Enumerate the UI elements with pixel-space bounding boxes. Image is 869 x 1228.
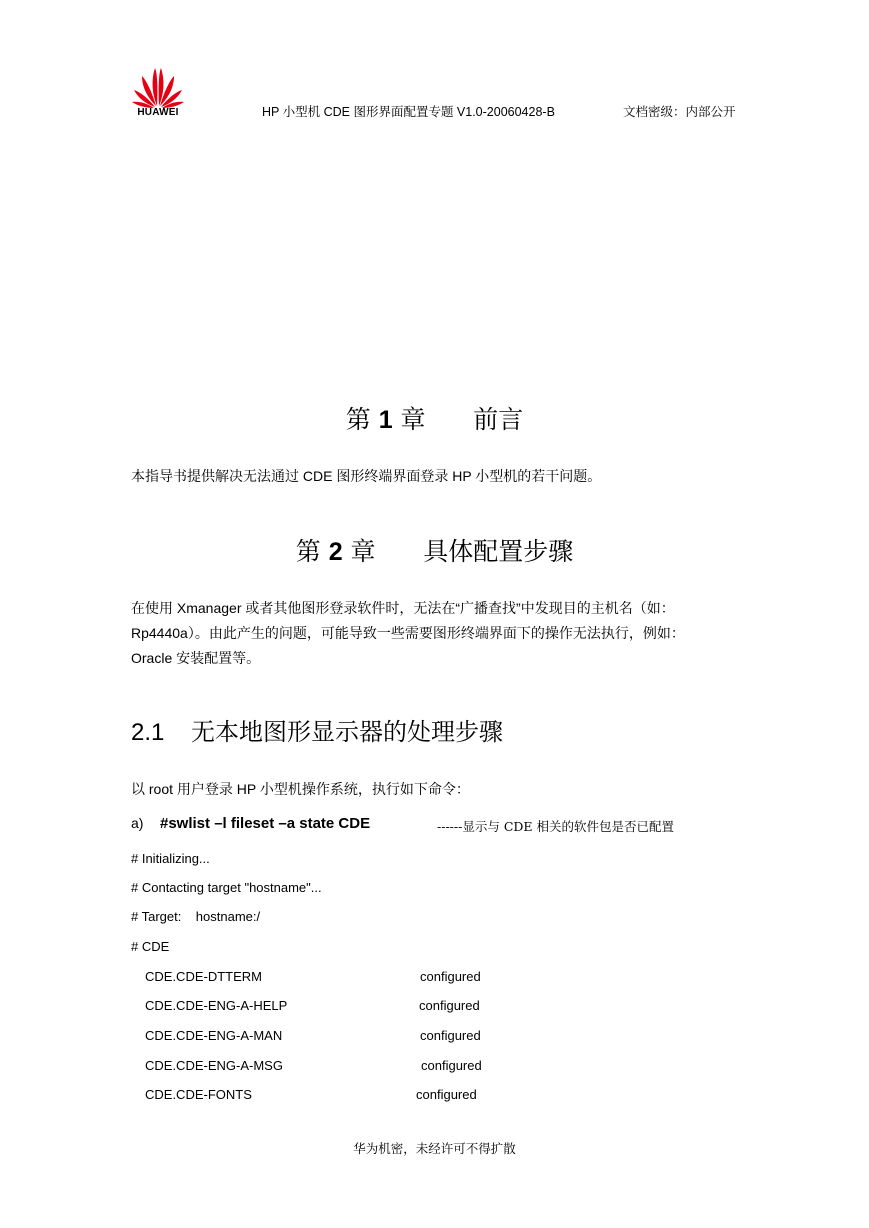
output-line: # CDE <box>131 939 170 954</box>
command-note: ------显示与 CDE 相关的软件包是否已配置 <box>437 819 675 834</box>
header-classification: 文档密级：内部公开 <box>623 104 736 119</box>
chapter-1-body: 本指导书提供解决无法通过 CDE 图形终端界面登录 HP 小型机的若干问题。 <box>131 468 602 484</box>
output-line: # Initializing... <box>131 851 210 866</box>
chapter-2-title: 章 具体配置步骤 <box>342 537 574 566</box>
command-line <box>131 815 370 832</box>
package-name: CDE.CDE-DTTERM <box>145 969 262 984</box>
output-line: # Contacting target "hostname"... <box>131 880 322 895</box>
package-name: CDE.CDE-ENG-A-HELP <box>145 998 288 1013</box>
logo-wordmark: HUAWEI <box>137 107 179 118</box>
chapter-1-prefix: 第 <box>345 405 379 434</box>
chapter-2-number: 2 <box>328 538 343 566</box>
chapter-2-body-line: 在使用 Xmanager 或者其他图形登录软件时，无法在“广播查找”中发现目的主机名（如： <box>131 600 675 616</box>
footer-confidential: 华为机密，未经许可不得扩散 <box>353 1141 516 1156</box>
huawei-petals-icon <box>130 66 186 108</box>
chapter-2-prefix: 第 <box>295 537 329 566</box>
chapter-2-body-line: Rp4440a）。由此产生的问题，可能导致一些需要图形终端界面下的操作无法执行，例如： <box>131 625 685 641</box>
package-status: configured <box>420 969 481 984</box>
package-status: configured <box>420 1028 481 1043</box>
section-title: 无本地图形显示器的处理步骤 <box>191 718 503 746</box>
huawei-logo <box>130 66 186 120</box>
chapter-1-heading <box>0 400 869 436</box>
output-line: # Target: hostname:/ <box>131 909 261 924</box>
chapter-1-title: 章 前言 <box>392 405 524 434</box>
package-name: CDE.CDE-FONTS <box>145 1087 252 1102</box>
section-number: 2.1 <box>131 719 165 746</box>
package-status: configured <box>419 998 480 1013</box>
chapter-1-number: 1 <box>378 406 393 434</box>
chapter-2-heading <box>0 532 869 568</box>
package-status: configured <box>421 1058 482 1073</box>
step-label: a) <box>131 815 144 831</box>
chapter-2-body-line: Oracle 安装配置等。 <box>131 650 261 666</box>
command-text: #swlist –l fileset –a state CDE <box>160 815 371 832</box>
header-doc-title: HP 小型机 CDE 图形界面配置专题 V1.0-20060428-B <box>262 105 555 119</box>
section-intro: 以 root 用户登录 HP 小型机操作系统，执行如下命令： <box>131 781 470 797</box>
package-name: CDE.CDE-ENG-A-MSG <box>145 1058 283 1073</box>
section-2-1-heading <box>131 712 503 747</box>
package-status: configured <box>416 1087 477 1102</box>
package-name: CDE.CDE-ENG-A-MAN <box>145 1028 283 1043</box>
